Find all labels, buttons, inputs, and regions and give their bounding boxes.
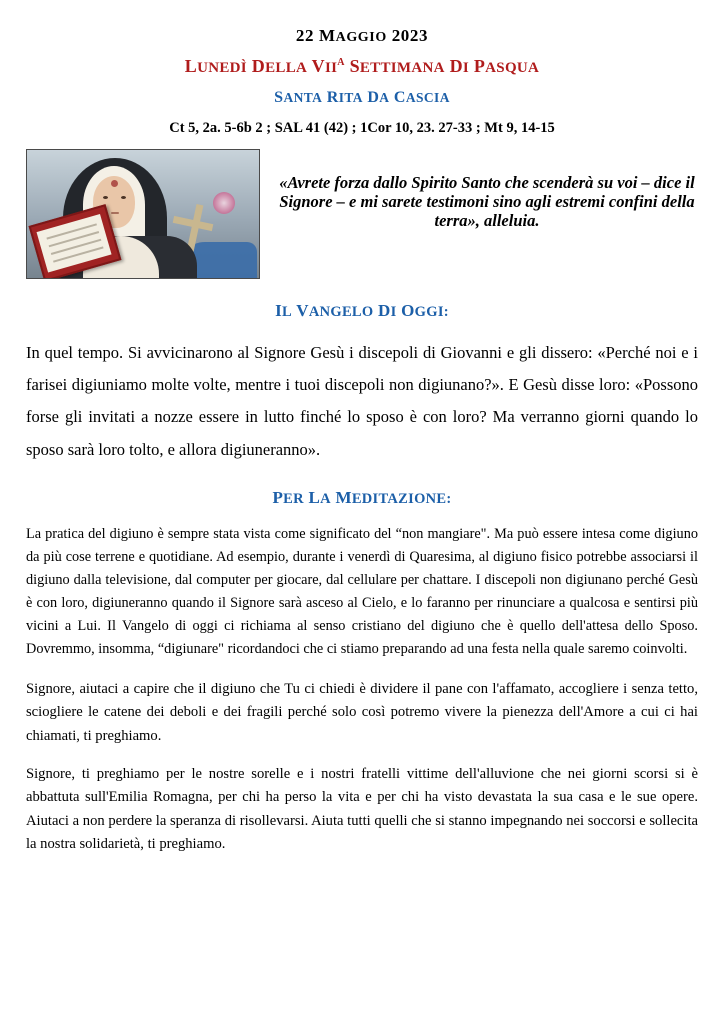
- document-header: [0, 0, 724, 137]
- rose-icon: [213, 192, 235, 214]
- gospel-section-text: In quel tempo. Si avvicinarono al Signore Gesù i discepoli di Giovanni e gli dissero: «Perché noi e i farisei digiuniamo molte volte, mentre i tuoi discepoli non digiunano?». E Gesù disse loro: «Possono forse gli invitati a nozze essere in lutto finché lo sposo è con loro? Ma verranno giorni quando lo sposo sarà loro tolto, e allora digiuneranno».: [26, 343, 698, 459]
- book-pages: [37, 214, 112, 273]
- gospel-section-title: IL VANGELO DI OGGI:: [275, 301, 449, 320]
- liturgical-day-superscript: A: [337, 57, 345, 68]
- right-eye: [121, 196, 126, 199]
- liturgical-day-line: [0, 56, 724, 77]
- antiphon-text: «Avrete forza dallo Spirito Santo che scenderà su voi – dice il Signore – e mi sarete testimoni sino agli estremi confini della terra», alleluia.: [279, 173, 695, 231]
- mouth: [111, 212, 119, 214]
- book-text-line: [49, 231, 100, 247]
- book-text-line: [53, 246, 104, 262]
- prayer-first: Signore, aiutaci a capire che il digiuno che Tu ci chiedi è dividere il pane con l'affamato, accogliere i senza tetto, sciogliere le catene dei deboli e dei fragili perché solo così potremo vivere la pienezza dell'Amore a cui ci hai chiamati, ti preghiamo.: [26, 680, 698, 744]
- forehead-wound-icon: [111, 180, 118, 187]
- liturgical-day-prefix: LUNEDÌ DELLA VII: [184, 56, 338, 76]
- liturgical-day-suffix: SETTIMANA DI PASQUA: [349, 56, 540, 76]
- date-line: 22 MAGGIO 2023: [295, 26, 429, 45]
- prayer-second: Signore, ti preghiamo per le nostre sorelle e i nostri fratelli vittime dell'alluvione che nei giorni scorsi si è abbattuta sull'Emilia Romagna, per chi ha perso la vita e per chi ha visto devastata la sua casa e le sue opere. Aiutaci a non perdere la speranza di risollevarsi. Aiuta tutti quelli che si stanno impegnando nei soccorsi e sollecita la nostra solidarietà, ti preghiamo.: [26, 765, 698, 853]
- book-text-line: [51, 239, 102, 255]
- antiphon-banner: [0, 149, 724, 279]
- book-text-line: [46, 223, 97, 239]
- meditation-section-text: La pratica del digiuno è sempre stata vista come significato del “non mangiare". Ma può essere intesa come digiuno da più cose terrene e quotidiane. Ad esempio, durante i venerdì di Quaresima, al digiuno fisico potrebbe associarsi il digiuno dalla televisione, dal computer per giocare, dal cellulare per chattare. I discepoli non digiunano perché Gesù è con loro, digiuneranno quando il Signore sarà asceso al Cielo, e lo faranno per rinunciare a qualcosa e sentirsi più vicini a Lui. Il Vangelo di oggi ci richiama al senso cristiano del digiuno che è quello dell'attesa dello Sposo. Dovremmo, insomma, “digiunare" ricordandoci che ci stiamo preparando ad una festa nella quale saremo coinvolti.: [26, 525, 698, 658]
- readings-line: Ct 5, 2a. 5-6b 2 ; SAL 41 (42) ; 1Cor 10, 23. 27-33 ; Mt 9, 14-15: [169, 120, 555, 136]
- meditation-section-title: PER LA MEDITAZIONE:: [272, 487, 452, 507]
- saint-line: SANTA RITA DA CASCIA: [274, 89, 450, 106]
- saint-rita-image: [26, 149, 260, 279]
- left-eye: [103, 196, 108, 199]
